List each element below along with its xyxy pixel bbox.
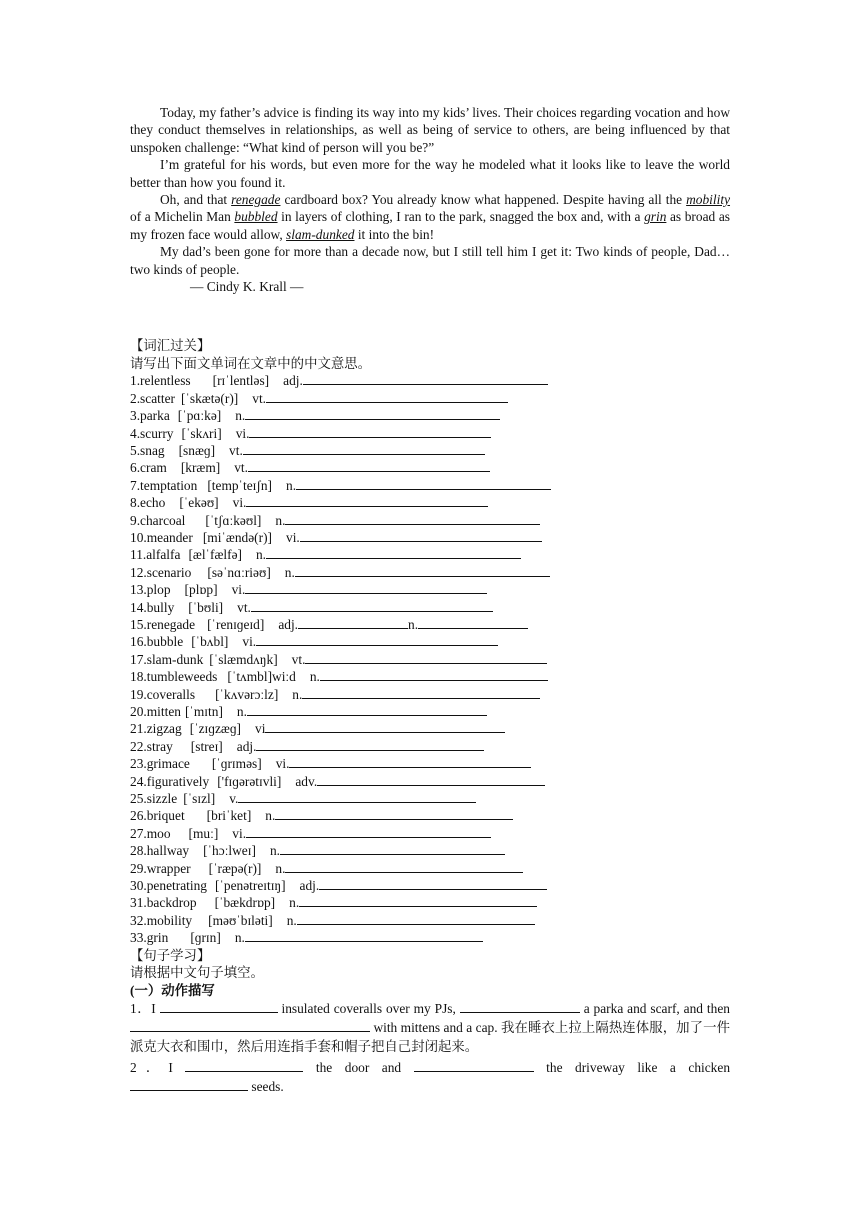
vocab-item: [130, 755, 730, 772]
vocab-word: 9.charcoal: [130, 512, 186, 528]
p3-text-b: cardboard box? You already know what happened. Despite having all the: [280, 192, 687, 208]
vocab-item: [130, 738, 730, 755]
vocab-phonetic: [ˈekəʊ]: [179, 495, 219, 511]
vocab-word: 16.bubble: [130, 634, 184, 650]
vocab-pos: n.: [289, 895, 300, 911]
vocab-answer-blank[interactable]: [247, 703, 487, 716]
vocab-word: 21.zigzag: [130, 721, 182, 737]
vocab-answer-blank[interactable]: [266, 390, 508, 403]
vocab-pos: vi.: [235, 425, 250, 441]
vocab-pos: adj.: [278, 616, 299, 632]
vocab-phonetic: [ˈkʌvərɔːlz]: [215, 686, 279, 702]
vocab-answer-blank[interactable]: [265, 720, 505, 733]
vocab-answer-blank[interactable]: [302, 686, 540, 699]
vocab-phonetic: [streɪ]: [190, 738, 223, 754]
word-slam-dunked: slam-dunked: [286, 226, 355, 242]
vocab-answer-blank[interactable]: [243, 442, 485, 455]
author-signature: — Cindy K. Krall —: [190, 279, 304, 295]
sentence-1: [130, 999, 730, 1056]
vocab-item: [130, 807, 730, 824]
vocab-pos: n.: [269, 843, 280, 859]
vocab-phonetic: [muː]: [188, 825, 219, 841]
vocab-pos: n.: [284, 564, 295, 580]
vocab-word: 3.parka: [130, 408, 170, 424]
vocab-word: 17.slam-dunk: [130, 651, 204, 667]
vocab-pos: n.: [275, 860, 286, 876]
vocab-pos: vi: [255, 721, 266, 737]
word-renegade: renegade: [231, 192, 281, 208]
vocab-phonetic: ['fɪɡərətɪvli]: [217, 773, 282, 789]
vocab-word: 28.hallway: [130, 843, 190, 859]
vocab-pos: adj.: [299, 878, 320, 894]
vocab-phonetic: [ˈsɪzl]: [183, 791, 216, 807]
vocab-list: [130, 372, 730, 946]
s1-blank-1[interactable]: [160, 1000, 278, 1013]
vocab-item: [130, 633, 730, 650]
s1-part-c: a parka and scarf, and then: [583, 1000, 730, 1016]
vocab-item: [130, 512, 730, 529]
vocab-phonetic: [ˈbʊli]: [188, 599, 224, 615]
vocab-phonetic: [kræm]: [180, 460, 221, 476]
vocab-item: [130, 790, 730, 807]
vocab-item: [130, 459, 730, 476]
p3-text-c: of a Michelin Man: [130, 209, 235, 225]
vocab-pos: vi.: [232, 825, 247, 841]
vocab-answer-blank[interactable]: [305, 651, 547, 664]
vocab-phonetic: [ˈtʃɑːkəʊl]: [205, 512, 262, 528]
vocab-pos: n.: [265, 808, 276, 824]
vocab-word: 18.tumbleweeds: [130, 669, 218, 685]
vocab-phonetic: [briˈket]: [206, 808, 252, 824]
s2-blank-1[interactable]: [185, 1059, 303, 1072]
s2-part-d: seeds.: [251, 1078, 284, 1094]
vocab-pos: vi.: [231, 582, 246, 598]
passage-paragraph-3: [130, 191, 730, 243]
vocab-answer-blank[interactable]: [295, 564, 550, 577]
vocab-item: [130, 390, 730, 407]
sentence-heading: 【句子学习】: [130, 947, 211, 963]
vocab-word: 5.snag: [130, 442, 165, 458]
vocab-pos: n.: [234, 930, 245, 946]
vocab-pos: n.: [286, 477, 297, 493]
vocab-heading: 【词汇过关】: [130, 338, 211, 354]
vocab-answer-blank[interactable]: [320, 668, 548, 681]
vocab-answer-blank[interactable]: [238, 790, 476, 803]
vocab-pos: vt.: [291, 651, 306, 667]
vocab-word: 32.mobility: [130, 912, 193, 928]
s2-part-a: 2．I: [130, 1059, 173, 1075]
vocab-pos: n.: [286, 912, 297, 928]
sentence-instruction: 请根据中文句子填空。: [130, 965, 264, 981]
vocab-pos: vi.: [242, 634, 257, 650]
vocab-pos: vt.: [234, 460, 248, 476]
s1-blank-3[interactable]: [130, 1019, 370, 1032]
vocab-item: [130, 616, 730, 633]
vocab-word: 33.grin: [130, 930, 169, 946]
vocab-answer-blank[interactable]: [248, 459, 490, 472]
vocab-answer-blank[interactable]: [246, 825, 491, 838]
word-bubbled: bubbled: [234, 209, 278, 225]
vocab-answer-blank[interactable]: [303, 372, 548, 385]
vocab-answer-blank[interactable]: [249, 425, 491, 438]
vocab-pos: v.: [229, 791, 239, 807]
vocab-phonetic: [ælˈfælfə]: [188, 547, 242, 563]
vocab-word: 6.cram: [130, 460, 167, 476]
vocab-item: [130, 912, 730, 929]
p3-text-d: in layers of clothing, I ran to the park, snagged the box and, with a: [277, 209, 645, 225]
vocab-item: [130, 372, 730, 389]
vocab-pos: n.: [236, 704, 247, 719]
vocab-word: 29.wrapper: [130, 860, 191, 876]
vocab-answer-blank[interactable]: [256, 633, 498, 646]
vocab-item: [130, 581, 730, 598]
vocab-answer-blank[interactable]: [285, 512, 540, 525]
passage-paragraph-4: My dad’s been gone for more than a decade now, but I still tell him I get it: Two kinds of people, Dad… two kinds of people.: [130, 244, 730, 277]
vocab-phonetic: [ˈtʌmbl]wiːd: [227, 669, 296, 685]
sentence-2: [130, 1058, 730, 1096]
vocab-word: 24.figuratively: [130, 773, 210, 789]
vocab-answer-blank[interactable]: [289, 755, 531, 768]
vocab-word: 15.renegade: [130, 616, 196, 632]
vocab-word: 8.echo: [130, 495, 166, 511]
vocab-word: 23.grimace: [130, 756, 190, 772]
vocab-phonetic: [səˈnɑːriəʊ]: [207, 564, 271, 580]
word-grin: grin: [644, 209, 667, 225]
vocab-pos: vi.: [232, 495, 247, 511]
vocab-phonetic: [ˈslæmdʌŋk]: [209, 651, 278, 667]
vocab-phonetic: [ˈzɪɡzæɡ]: [189, 721, 241, 737]
vocab-phonetic: [ˈræpə(r)]: [208, 860, 262, 876]
vocab-answer-blank[interactable]: [245, 407, 500, 420]
s1-part-a: 1．I: [130, 1000, 156, 1016]
section-action-description: (一）动作描写: [130, 982, 215, 998]
vocab-word: 2.scatter: [130, 390, 175, 406]
vocab-item: [130, 599, 730, 616]
vocab-phonetic: [ˈmɪtn]: [184, 704, 223, 719]
vocab-phonetic: [rɪˈlentləs]: [212, 373, 270, 389]
vocab-pos: vi.: [275, 756, 290, 772]
vocab-answer-blank[interactable]: [245, 929, 483, 942]
vocab-pos: vt.: [237, 599, 251, 615]
vocab-pos: n.: [275, 512, 286, 528]
vocab-answer-blank[interactable]: [245, 581, 487, 594]
p3-text-a: Oh, and that: [160, 192, 232, 208]
passage-paragraph-1: Today, my father’s advice is finding its way into my kids’ lives. Their choices regarding vocation and how they conduct themselves in relationships, as well as being of service to others, are being influenced by that unspoken challenge: “What kind of person will you be?”: [130, 105, 730, 155]
vocab-word: 1.relentless: [130, 373, 191, 389]
vocab-pos: vt.: [229, 442, 243, 458]
vocab-item: [130, 929, 730, 946]
vocab-phonetic: [ˈskætə(r)]: [180, 390, 239, 406]
vocab-item: [130, 651, 730, 668]
vocab-item: [130, 425, 730, 442]
word-mobility: mobility: [686, 192, 731, 208]
vocab-item: [130, 494, 730, 511]
s1-chinese: 我在睡衣上拉上隔热连体服，加了一件派克大衣和围巾，然后用连指手套和帽子把自己封闭起来。: [130, 1019, 730, 1054]
s2-blank-3[interactable]: [130, 1078, 248, 1091]
vocab-item: [130, 842, 730, 859]
vocab-pos: n.: [309, 669, 320, 685]
vocab-item: [130, 773, 730, 790]
vocab-word: 22.stray: [130, 738, 173, 754]
s1-part-d: with mittens and a cap.: [373, 1019, 498, 1035]
vocab-word: 27.moo: [130, 825, 171, 841]
vocab-pos: n.: [292, 686, 303, 702]
s1-part-b: insulated coveralls over my PJs,: [281, 1000, 456, 1016]
vocab-item: [130, 407, 730, 424]
vocab-answer-blank[interactable]: [299, 894, 537, 907]
vocab-item: [130, 720, 730, 737]
vocab-pos: adv.: [295, 773, 318, 789]
vocab-phonetic: [ɡrɪn]: [190, 930, 221, 946]
s2-part-b: the door and: [315, 1059, 402, 1075]
document-page: [130, 104, 730, 1096]
vocab-word: 30.penetrating: [130, 878, 207, 894]
vocab-phonetic: [ˈpɑːkə]: [177, 408, 222, 424]
vocab-answer-blank[interactable]: [246, 494, 488, 507]
vocab-answer-blank[interactable]: [298, 616, 408, 629]
vocab-pos: adj.: [236, 738, 257, 754]
vocab-answer-blank[interactable]: [297, 912, 535, 925]
vocab-item: [130, 668, 730, 685]
vocab-phonetic: [tempˈteɪʃn]: [207, 477, 273, 493]
s2-part-c: the driveway like a chicken: [546, 1059, 731, 1075]
vocab-word: 13.plop: [130, 582, 171, 598]
vocab-phonetic: [ˈskʌri]: [181, 425, 222, 441]
vocab-word: 26.briquet: [130, 808, 185, 824]
vocab-phonetic: [ˈɡrɪməs]: [211, 756, 262, 772]
vocab-item: [130, 564, 730, 581]
vocab-word: 10.meander: [130, 529, 193, 545]
passage-paragraph-2: I’m grateful for his words, but even more for the way he modeled what it looks like to leave the world better than how you found it.: [130, 157, 730, 190]
vocab-item: [130, 546, 730, 563]
p3-text-e: as broad as my frozen face would allow,: [130, 209, 730, 242]
vocab-phonetic: [məʊˈbɪləti]: [208, 912, 273, 928]
vocab-item: [130, 703, 730, 720]
vocab-item: [130, 529, 730, 546]
vocab-item: [130, 442, 730, 459]
vocab-word: 4.scurry: [130, 425, 174, 441]
vocab-word: 31.backdrop: [130, 895, 197, 911]
vocab-pos: n.: [255, 547, 267, 563]
vocab-phonetic: [ˈbʌbl]: [191, 634, 229, 650]
vocab-item: [130, 877, 730, 894]
vocab-word: 12.scenario: [130, 564, 192, 580]
vocab-word: 11.alfalfa: [130, 547, 181, 563]
s1-blank-2[interactable]: [460, 1000, 580, 1013]
vocab-item: [130, 894, 730, 911]
vocab-phonetic: [snæɡ]: [178, 442, 216, 458]
vocab-answer-blank[interactable]: [300, 529, 542, 542]
vocab-pos: n.: [235, 408, 246, 424]
vocab-word: 20.mitten: [130, 704, 181, 719]
vocab-phonetic: [ˈhɔːlweɪ]: [203, 843, 256, 859]
vocab-answer-blank[interactable]: [275, 807, 513, 820]
vocab-item: [130, 477, 730, 494]
vocab-item: [130, 860, 730, 877]
vocab-pos: vi.: [286, 529, 300, 545]
vocab-item: [130, 825, 730, 842]
vocab-answer-blank[interactable]: [296, 477, 551, 490]
vocab-word: 7.temptation: [130, 477, 198, 493]
vocab-answer-blank[interactable]: [317, 773, 545, 786]
vocab-pos: adj.: [283, 373, 303, 389]
vocab-word: 25.sizzle: [130, 791, 178, 807]
vocab-answer-blank[interactable]: [251, 599, 493, 612]
vocab-word: 14.bully: [130, 599, 175, 615]
vocab-answer-blank[interactable]: [319, 877, 547, 890]
vocab-phonetic: [ˈbækdrɒp]: [214, 895, 276, 911]
vocab-answer-blank-2[interactable]: [418, 616, 528, 629]
vocab-word: 19.coveralls: [130, 686, 196, 702]
vocab-answer-blank[interactable]: [256, 738, 484, 751]
vocab-phonetic: [miˈændə(r)]: [202, 529, 273, 545]
vocab-answer-blank[interactable]: [280, 842, 505, 855]
vocab-phonetic: [ˈpenətreɪtɪŋ]: [214, 878, 286, 894]
vocab-pos-2: n.: [408, 616, 419, 632]
vocab-item: [130, 686, 730, 703]
vocab-phonetic: [ˈrenɪɡeɪd]: [207, 616, 265, 632]
vocab-answer-blank[interactable]: [285, 860, 523, 873]
vocab-phonetic: [plɒp]: [184, 582, 218, 598]
s2-blank-2[interactable]: [414, 1059, 534, 1072]
vocab-instruction: 请写出下面文单词在文章中的中文意思。: [130, 355, 372, 371]
vocab-pos: vt.: [252, 390, 267, 406]
p3-text-f: it into the bin!: [354, 226, 435, 242]
vocab-answer-blank[interactable]: [266, 546, 521, 559]
